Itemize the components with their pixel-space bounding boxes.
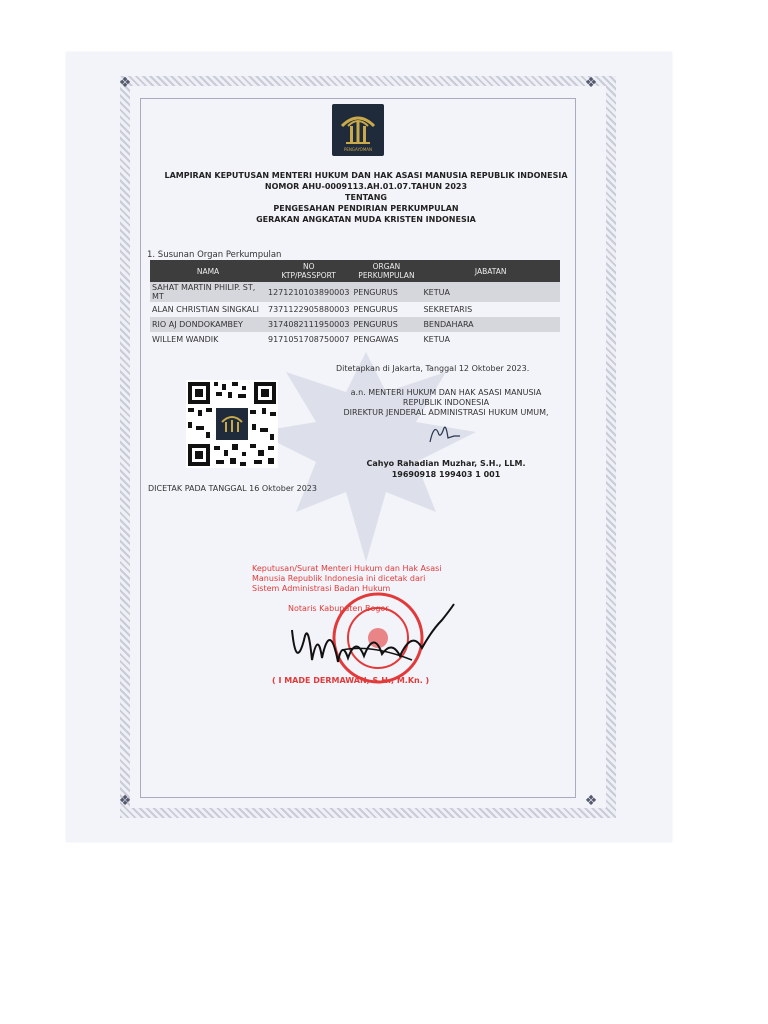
table-row: [150, 282, 560, 302]
column-header-ktp-line1: NO: [302, 262, 315, 271]
section-label: 1. Susunan Organ Perkumpulan: [147, 250, 282, 260]
authority-line-1: a.n. MENTERI HUKUM DAN HAK ASASI MANUSIA: [350, 388, 542, 397]
authority-line-3: DIREKTUR JENDERAL ADMINISTRASI HUKUM UMUM,: [343, 408, 549, 417]
cell-organ: PENGAWAS: [353, 335, 399, 344]
header-title: LAMPIRAN KEPUTUSAN MENTERI HUKUM DAN HAK ASASI MANUSIA REPUBLIK INDONESIA: [164, 171, 568, 180]
decision-place-date: Ditetapkan di Jakarta, Tanggal 12 Oktober 2023.: [336, 364, 530, 373]
cell-organ: PENGURUS: [353, 305, 398, 314]
authority-block: [336, 388, 556, 418]
stamp-line-1: Keputusan/Surat Menteri Hukum dan Hak Asasi: [252, 564, 442, 573]
organ-table: [150, 260, 560, 347]
column-header-nama: NAMA: [150, 260, 266, 282]
table-header-row: [150, 260, 560, 282]
stamp-line-2: Manusia Republik Indonesia ini dicetak dari: [252, 574, 426, 583]
table-row: [150, 302, 560, 317]
cell-ktp: 7371122905880003: [268, 305, 350, 314]
cell-jabatan: KETUA: [423, 335, 450, 344]
cell-jabatan: BENDAHARA: [421, 317, 560, 332]
notary-city: Notaris Kabupaten Bogor: [288, 604, 389, 613]
pengayoman-logo: [332, 104, 384, 156]
cell-nama: ALAN CHRISTIAN SINGKALI: [152, 305, 259, 314]
column-header-organ-line2: PERKUMPULAN: [358, 271, 415, 280]
header-organization: GERAKAN ANGKATAN MUDA KRISTEN INDONESIA: [256, 215, 476, 224]
cell-ktp: 3174082111950003: [266, 317, 351, 332]
cell-ktp: 9171051708750007: [268, 335, 350, 344]
cell-ktp: 1271210103890003: [266, 282, 351, 302]
qr-code-icon: [186, 380, 278, 468]
pengayoman-emblem-icon: [332, 104, 384, 156]
header-about: TENTANG: [345, 193, 387, 202]
corner-ornament-icon: ❖: [118, 793, 132, 809]
corner-ornament-icon: ❖: [584, 75, 598, 91]
printed-date: DICETAK PADA TANGGAL 16 Oktober 2023: [148, 484, 317, 493]
table-row: [150, 332, 560, 347]
column-header-organ-line1: ORGAN: [372, 262, 401, 271]
signatory-name: Cahyo Rahadian Muzhar, S.H., LLM.: [366, 459, 526, 468]
authority-line-2: REPUBLIK INDONESIA: [402, 398, 490, 407]
notary-name: ( I MADE DERMAWAN, S.H., M.Kn. ): [272, 676, 430, 685]
cell-jabatan: SEKRETARIS: [423, 305, 473, 314]
stamp-notice: [252, 564, 442, 594]
header-subject: PENGESAHAN PENDIRIAN PERKUMPULAN: [273, 204, 459, 213]
stamp-line-3: Sistem Administrasi Badan Hukum: [252, 584, 391, 593]
corner-ornament-icon: ❖: [584, 793, 598, 809]
cell-nama: WILLEM WANDIK: [152, 335, 219, 344]
cell-jabatan: KETUA: [421, 282, 560, 302]
column-header-organ: [351, 260, 421, 282]
cell-nama: SAHAT MARTIN PHILIP. ST, MT: [150, 282, 266, 302]
column-header-ktp-line2: KTP/PASSPORT: [281, 271, 336, 280]
column-header-ktp: [266, 260, 351, 282]
document-header: [156, 170, 576, 225]
cell-organ: PENGURUS: [351, 317, 421, 332]
cell-organ: PENGURUS: [351, 282, 421, 302]
signatory-block: [336, 458, 556, 480]
table-row: [150, 317, 560, 332]
cell-nama: RIO AJ DONDOKAMBEY: [150, 317, 266, 332]
logo-caption: PENGAYOMAN: [343, 147, 373, 152]
header-number: NOMOR AHU-0009113.AH.01.07.TAHUN 2023: [264, 182, 468, 191]
official-signature-icon: [424, 420, 464, 450]
signatory-nip: 19690918 199403 1 001: [391, 470, 501, 479]
column-header-jabatan: JABATAN: [421, 260, 560, 282]
notary-signature-icon: [282, 600, 462, 680]
document-page: [66, 52, 672, 842]
corner-ornament-icon: ❖: [118, 75, 132, 91]
